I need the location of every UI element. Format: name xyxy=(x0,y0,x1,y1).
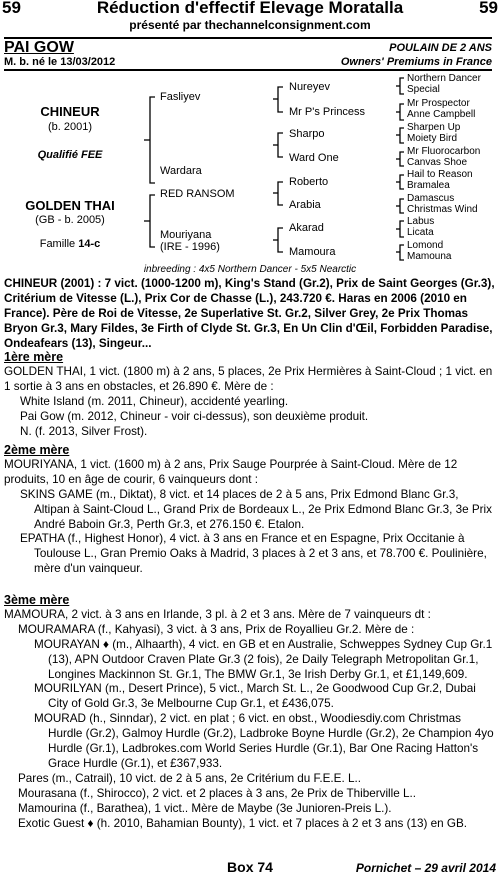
third-dam-heading: 3ème mère xyxy=(4,593,70,607)
gen3-akarad: Akarad xyxy=(289,222,324,234)
produce-mamourina: Mamourina (f., Barathea), 1 vict.. Mère de Maybe (3e Junioren-Preis L.). xyxy=(18,801,392,815)
sire-text: CHINEUR (2001) : 7 vict. (1000-1200 m), King's Stand (Gr.2), Prix de Saint Georges (Gr.3), Critérium de Vitesse (L.), Prix Cor de Chasse (L.), 243.720 €. Haras en 2006 (2010 en France). Père de Roi de Vitesse, 2e Superlative St. Gr.2, Silver Grey, 2e Prix Thomas Bryon Gr.3, Mary Fildes, 3e Firth of Clyde St. Gr.3, En Un Clin d'Œil, Forbidden Paradise, Ondeafears (13), Singeur... xyxy=(4,277,495,350)
first-dam-heading: 1ère mère xyxy=(4,350,64,364)
produce-line: N. (f. 2013, Silver Frost). xyxy=(20,424,148,438)
produce-pares: Pares (m., Catrail), 10 vict. de 2 à 5 ans, 2e Critérium du F.E.E. L.. xyxy=(18,771,361,785)
produce-mourayan: MOURAYAN ♦ (m., Alhaarth), 4 vict. en GB et en Australie, Schweppes Sydney Cup Gr.1 (13), APN Outdoor Craven Plate Gr.3 (2 fois), 2e Daily Telegraph Metropolitan Gr.1, Longines Mackinnon St. Gr.1, The BMW Gr.1, 3e Irish Derby Gr.1, et £1,149,609. xyxy=(34,637,493,681)
produce-line: Pai Gow (m. 2012, Chineur - voir ci-dessus), son deuxième produit. xyxy=(20,409,369,423)
family-number: 14-c xyxy=(78,238,101,250)
gen4-name: Canvas Shoe xyxy=(407,157,468,168)
gen4-name: Hail to Reason xyxy=(407,169,473,180)
gen3-mamoura: Mamoura xyxy=(289,246,336,258)
dam-origin-year: (GB - b. 2005) xyxy=(35,214,105,226)
gen4-name: Bramalea xyxy=(407,180,450,191)
produce-line: White Island (m. 2011, Chineur), accidenté yearling. xyxy=(20,394,289,408)
gen4-name: Mr Prospector xyxy=(407,98,470,109)
family xyxy=(0,238,140,250)
third-dam-paragraph: MAMOURA, 2 vict. à 3 ans en Irlande, 3 pl. à 2 et 3 ans. Mère de 7 vainqueurs dt : xyxy=(4,607,431,621)
owners-premiums: Owners' Premiums in France xyxy=(340,56,492,68)
produce-mourilyan: MOURILYAN (m., Desert Prince), 5 vict., March St. L., 2e Goodwood Cup Gr.2, Dubai City of Gold Gr.3, 3e Melbourne Cup Gr.1, et £436,075. xyxy=(34,682,476,711)
sire-qualification: Qualifié FEE xyxy=(37,149,103,161)
gen4-name: Moiety Bird xyxy=(407,133,458,144)
first-dam-section xyxy=(4,350,496,439)
gen3-roberto: Roberto xyxy=(289,176,329,188)
gen4-name: Mamouna xyxy=(407,251,452,262)
first-dam-paragraph: GOLDEN THAI, 1 vict. (1800 m) à 2 ans, 5 places, 2e Prix Hermières à Saint-Cloud ; 1 vict. en 1 sortie à 3 ans en obstacles, et 26.890 €. Mère de : xyxy=(4,364,493,393)
produce-mouramara: MOURAMARA (f., Kahyasi), 3 vict. à 3 ans, Prix de Royallieu Gr.2. Mère de : xyxy=(18,622,415,636)
sire-year: (b. 2001) xyxy=(47,121,93,133)
gen4-name: Christmas Wind xyxy=(407,204,478,215)
gen2-mouriyana: Mouriyana xyxy=(160,229,212,241)
birth-info: M. b. né le 13/03/2012 xyxy=(4,56,116,68)
produce-exotic-guest: Exotic Guest ♦ (h. 2010, Bahamian Bounty), 1 vict. et 7 places à 2 et 3 ans (13) en GB. xyxy=(18,816,468,830)
gen3-nureyev: Nureyev xyxy=(289,81,330,93)
dam-name: GOLDEN THAI xyxy=(25,198,115,213)
sale-location-date: Pornichet – 29 avril 2014 xyxy=(355,861,496,875)
gen3-arabia: Arabia xyxy=(289,199,321,211)
gen4-name: Mr Fluorocarbon xyxy=(407,146,481,157)
gen2-fasliyev: Fasliyev xyxy=(160,91,201,103)
inbreeding: inbreeding : 4x5 Northern Dancer - 5x5 Nearctic xyxy=(143,264,357,275)
second-dam-section xyxy=(4,443,496,577)
gen3-mr-ps-princess: Mr P's Princess xyxy=(289,106,366,118)
gen4-name: Northern Dancer xyxy=(407,73,481,84)
gen3-ward-one: Ward One xyxy=(289,152,339,164)
third-dam-section xyxy=(4,593,496,832)
catalogue-title: Réduction d'effectif Elevage Moratalla xyxy=(96,0,404,17)
sire-paragraph xyxy=(4,277,496,352)
gen4-name: Special xyxy=(407,84,440,95)
second-dam-heading: 2ème mère xyxy=(4,443,70,457)
horse-description: POULAIN DE 2 ANS xyxy=(389,42,492,54)
gen4-name: Licata xyxy=(407,227,434,238)
presented-by: présenté par thechannelconsignment.com xyxy=(129,18,371,32)
gen4-name: Damascus xyxy=(407,193,455,204)
gen2-mouriyana-origin: (IRE - 1996) xyxy=(160,241,220,253)
lot-number-left: 59 xyxy=(2,0,21,17)
family-label: Famille xyxy=(39,238,76,250)
gen2-red-ransom: RED RANSOM xyxy=(160,188,235,200)
gen4-name: Lomond xyxy=(407,240,444,251)
second-dam-paragraph: MOURIYANA, 1 vict. (1600 m) à 2 ans, Prix Sauge Pourprée à Saint-Cloud. Mère de 12 produits, 10 en âge de courir, 6 vainqueurs dont : xyxy=(4,457,458,486)
gen2-wardara: Wardara xyxy=(160,165,202,177)
lot-number-right: 59 xyxy=(479,0,498,17)
produce-mourad: MOURAD (h., Sinndar), 2 vict. en plat ; 6 vict. en obst., Woodiesdiy.com Christmas Hurdle (Gr.2), Galmoy Hurdle (Gr.2), Ladbroke Boyne Hurdle (Gr.2), 2e Champion 4yo Hurdle (Gr.1), Ladbrokes.com World Series Hurdle (Gr.1), Bar One Racing Hatton's Grace Hurdle (Gr.1), et £367,933. xyxy=(34,712,494,770)
gen4-name: Labus xyxy=(407,216,435,227)
box-number: Box 74 xyxy=(227,859,273,875)
gen4-name: Sharpen Up xyxy=(407,122,461,133)
horse-name: PAI GOW xyxy=(4,39,74,56)
produce-mourasana: Mourasana (f., Shirocco), 2 vict. et 2 places à 3 ans, 2e Prix de Thiberville L.. xyxy=(18,786,416,800)
gen3-sharpo: Sharpo xyxy=(289,128,325,140)
gen4-name: Anne Campbell xyxy=(407,109,476,120)
produce-epatha: EPATHA (f., Highest Honor), 4 vict. à 3 ans en France et en Espagne, Prix Occitanie à Toulouse L., Gran Premio Oaks à Madrid, 3 places à 2 et 3 ans, et 78.700 €. Poulinière, mère d'un vainqueur. xyxy=(20,532,487,576)
produce-skins-game: SKINS GAME (m., Diktat), 8 vict. et 14 places de 2 à 5 ans, Prix Edmond Blanc Gr.3, Altipan à Saint-Cloud L., Grand Prix de Bordeaux L., 2e Prix Edmond Blanc Gr.3, 3e Prix André Baboin Gr.3, Perth Gr.3, et 276.150 €. Etalon. xyxy=(20,487,492,531)
sire-name: CHINEUR xyxy=(40,104,100,119)
